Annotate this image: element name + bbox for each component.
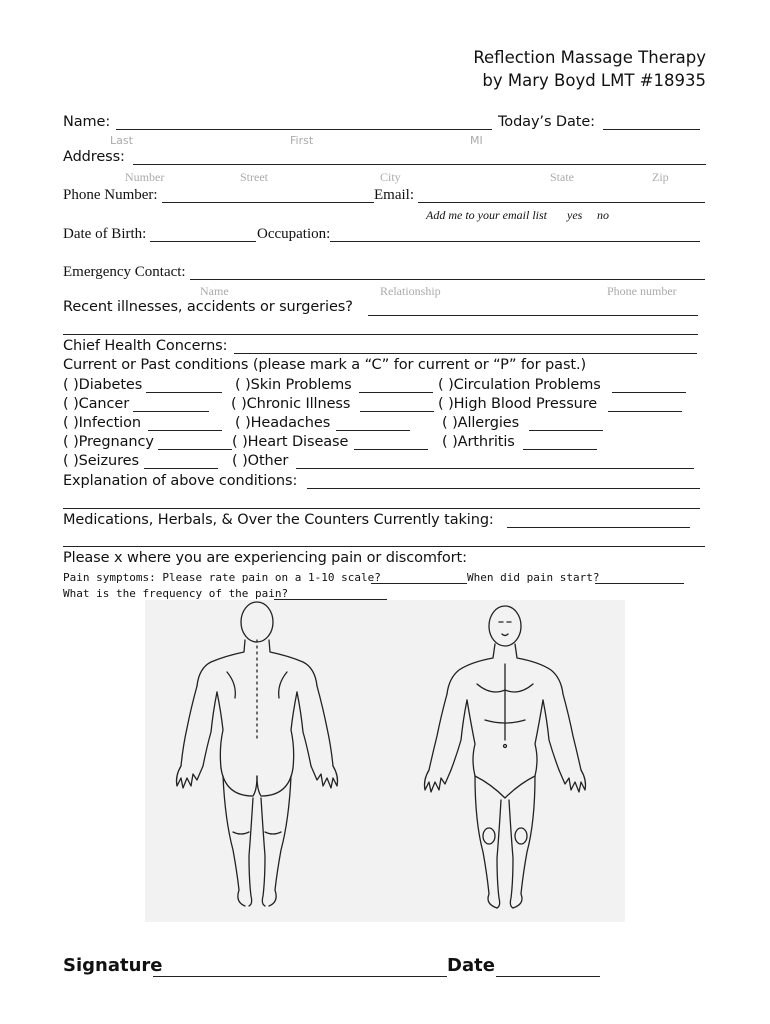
- address-field[interactable]: [133, 164, 706, 165]
- condition-allergies[interactable]: ( )Allergies: [442, 415, 520, 431]
- phone-label: Phone Number:: [63, 187, 158, 203]
- practitioner-line: by Mary Boyd LMT #18935: [482, 71, 706, 90]
- sub-em-relationship: Relationship: [380, 284, 441, 298]
- todays-date-label: Today’s Date:: [498, 114, 595, 130]
- todays-date-field[interactable]: [603, 129, 700, 130]
- medications-field[interactable]: [507, 527, 690, 528]
- condition-skin-problems[interactable]: ( )Skin Problems: [235, 377, 352, 393]
- medications-label: Medications, Herbals, & Over the Counters Currently taking:: [63, 512, 494, 528]
- address-label: Address:: [63, 149, 125, 165]
- signature-date-label: Date: [447, 955, 495, 976]
- pain-frequency-label: What is the frequency of the pain?: [63, 587, 289, 600]
- recent-illnesses-field-2[interactable]: [63, 334, 698, 335]
- emergency-field[interactable]: [190, 279, 705, 280]
- signature-label: Signature: [63, 955, 163, 976]
- recent-illnesses-field[interactable]: [368, 315, 698, 316]
- signature-field[interactable]: [153, 976, 447, 977]
- phone-field[interactable]: [162, 202, 374, 203]
- explanation-field[interactable]: [307, 488, 700, 489]
- back-figure[interactable]: [177, 602, 338, 906]
- practice-name: Reflection Massage Therapy: [473, 48, 706, 67]
- sub-street: Street: [240, 170, 268, 184]
- condition-headaches[interactable]: ( )Headaches: [235, 415, 331, 431]
- condition-diabetes[interactable]: ( )Diabetes: [63, 377, 143, 393]
- condition-arthritis[interactable]: ( )Arthritis: [442, 434, 515, 450]
- sub-last: Last: [110, 134, 133, 147]
- condition-circulation-problems[interactable]: ( )Circulation Problems: [438, 377, 601, 393]
- condition-chronic-illness[interactable]: ( )Chronic Illness: [231, 396, 351, 412]
- email-list-yes[interactable]: yes: [567, 208, 583, 222]
- condition-seizures[interactable]: ( )Seizures: [63, 453, 139, 469]
- dob-field[interactable]: [150, 241, 256, 242]
- sub-state: State: [550, 170, 574, 184]
- condition-heart-disease[interactable]: ( )Heart Disease: [232, 434, 349, 450]
- emergency-label: Emergency Contact:: [63, 264, 186, 280]
- condition-pregnancy[interactable]: ( )Pregnancy: [63, 434, 154, 450]
- sub-zip: Zip: [652, 170, 669, 184]
- sub-mi: MI: [470, 134, 483, 147]
- sub-em-phone: Phone number: [607, 284, 677, 298]
- recent-illnesses-label: Recent illnesses, accidents or surgeries?: [63, 299, 353, 315]
- explanation-field-2[interactable]: [63, 508, 700, 509]
- pain-heading: Please x where you are experiencing pain or discomfort:: [63, 550, 467, 566]
- chief-concerns-label: Chief Health Concerns:: [63, 338, 228, 354]
- sub-first: First: [290, 134, 314, 147]
- occupation-field[interactable]: [330, 241, 700, 242]
- sub-em-name: Name: [200, 284, 229, 298]
- pain-symptoms-label: Pain symptoms: Please rate pain on a 1-10 scale?: [63, 571, 381, 584]
- condition-infection[interactable]: ( )Infection: [63, 415, 141, 431]
- email-list-label: Add me to your email list: [426, 208, 547, 222]
- email-field[interactable]: [418, 202, 705, 203]
- pain-scale-field[interactable]: [371, 583, 467, 584]
- occupation-label: Occupation:: [257, 226, 331, 242]
- condition-cancer[interactable]: ( )Cancer: [63, 396, 130, 412]
- chief-concerns-field[interactable]: [234, 353, 697, 354]
- pain-start-field[interactable]: [595, 583, 684, 584]
- medications-field-2[interactable]: [63, 546, 705, 547]
- sub-number: Number: [125, 170, 165, 184]
- front-figure[interactable]: [425, 606, 586, 908]
- dob-label: Date of Birth:: [63, 226, 147, 242]
- name-label: Name:: [63, 114, 111, 130]
- condition-high-blood-pressure[interactable]: ( )High Blood Pressure: [438, 396, 598, 412]
- body-outline-svg: [145, 600, 625, 922]
- signature-date-field[interactable]: [496, 976, 600, 977]
- pain-start-label: When did pain start?: [467, 571, 600, 584]
- body-diagram[interactable]: [145, 600, 625, 922]
- condition-other[interactable]: ( )Other: [232, 453, 289, 469]
- explanation-label: Explanation of above conditions:: [63, 473, 298, 489]
- email-list-no[interactable]: no: [597, 208, 609, 222]
- conditions-intro: Current or Past conditions (please mark a “C” for current or “P” for past.): [63, 357, 587, 373]
- sub-city: City: [380, 170, 401, 184]
- name-field[interactable]: [116, 129, 492, 130]
- email-label: Email:: [374, 187, 414, 203]
